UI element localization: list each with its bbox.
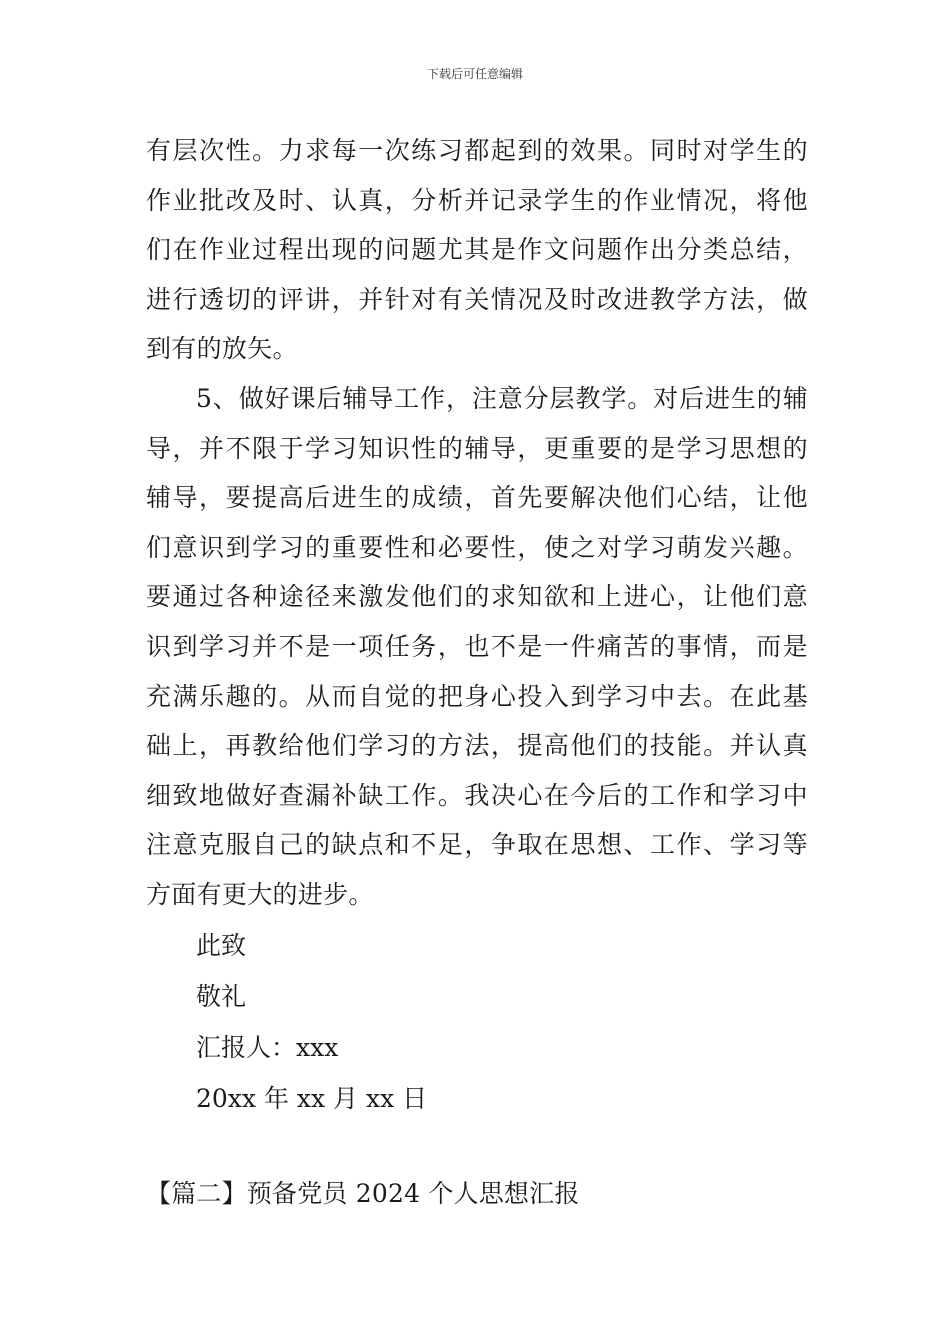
paragraph-line: 进行透切的评讲，并针对有关情况及时改进教学方法，做 [146,284,808,314]
paragraph-line: 识到学习并不是一项任务，也不是一件痛苦的事情，而是 [146,631,808,661]
paragraph-line: 细致地做好查漏补缺工作。我决心在今后的工作和学习中 [146,780,808,810]
paragraph-line: 注意克服自己的缺点和不足，争取在思想、工作、学习等 [146,830,808,860]
paragraph-line: 有层次性。力求每一次练习都起到的效果。同时对学生的 [146,136,808,165]
reporter-signature: 汇报人：xxx [196,1032,339,1062]
document-body [146,126,808,1124]
paragraph-line: 们意识到学习的重要性和必要性，使之对学习萌发兴趣。 [146,532,808,562]
paragraph-line: 辅导，要提高后进生的成绩，首先要解决他们心结，让他 [146,483,808,513]
report-date: 20xx 年 xx 月 xx 日 [196,1083,428,1113]
page-header: 下载后可任意编辑 [426,67,523,81]
section-title: 【篇二】预备党员 2024 个人思想汇报 [146,1179,580,1208]
closing-regards: 敬礼 [196,981,247,1011]
paragraph-2 [146,374,808,920]
closing-salutation: 此致 [196,930,247,960]
paragraph-1 [146,126,808,374]
paragraph-line: 导，并不限于学习知识性的辅导，更重要的是学习思想的 [146,433,808,463]
paragraph-line: 作业批改及时、认真，分析并记录学生的作业情况，将他 [146,185,808,215]
paragraph-line: 础上，再教给他们学习的方法，提高他们的技能。并认真 [146,731,808,761]
paragraph-line: 们在作业过程出现的问题尤其是作文问题作出分类总结， [146,235,808,265]
paragraph-line: 到有的放矢。 [146,334,298,364]
paragraph-line: 充满乐趣的。从而自觉的把身心投入到学习中去。在此基 [146,681,808,711]
paragraph-line: 要通过各种途径来激发他们的求知欲和上进心，让他们意 [146,582,808,612]
closing-block [146,920,808,1124]
paragraph-line: 5、做好课后辅导工作，注意分层教学。对后进生的辅 [196,383,808,413]
paragraph-line: 方面有更大的进步。 [146,879,374,909]
